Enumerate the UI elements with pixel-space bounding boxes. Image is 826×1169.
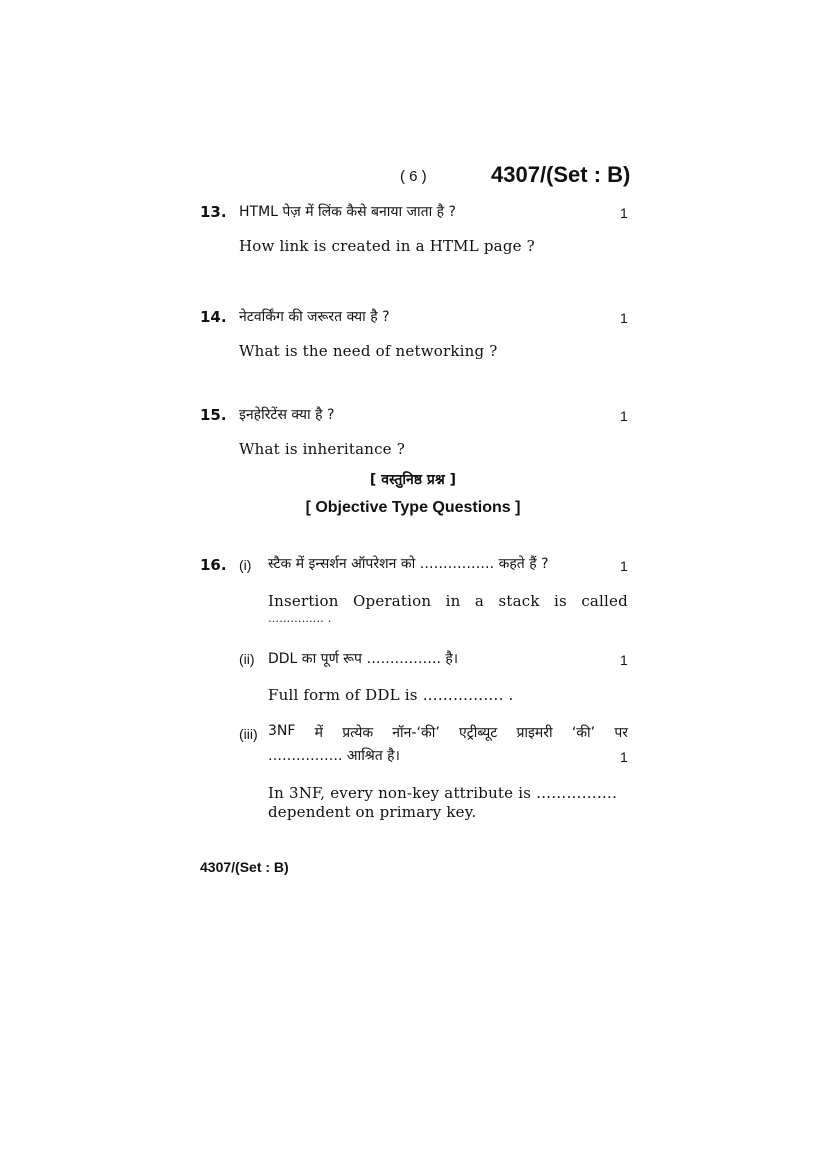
question-13-number: 13. [200, 203, 227, 221]
paper-code-footer: 4307/(Set : B) [200, 859, 289, 875]
question-13-marks: 1 [620, 205, 628, 221]
word: 3NF [268, 723, 296, 739]
q16-part-iii-marks: 1 [620, 749, 628, 765]
word: प्राइमरी [516, 725, 553, 741]
q16-part-ii-marks: 1 [620, 652, 628, 668]
q16-part-i-english-line1 [268, 592, 628, 610]
question-15-hindi: इनहेरिटेंस क्या है ? [239, 407, 335, 423]
word: Insertion [268, 592, 339, 610]
question-13-hindi: HTML पेज़ में लिंक कैसे बनाया जाता है ? [239, 204, 456, 220]
word: stack [498, 592, 540, 610]
q16-part-i-hindi: स्टैक में इन्सर्शन ऑपरेशन को ……………. कहते हैं ? [268, 556, 549, 572]
paper-code-header: 4307/(Set : B) [491, 162, 631, 187]
q16-part-i-english-line2: …………… . [268, 612, 332, 625]
q16-part-iii-english-line2: dependent on primary key. [268, 803, 477, 821]
section-heading-english: [ Objective Type Questions ] [305, 499, 521, 516]
word: is [554, 592, 567, 610]
question-15-marks: 1 [620, 408, 628, 424]
word: in [445, 592, 461, 610]
q16-part-iii-label: (iii) [239, 726, 258, 742]
word: एट्रीब्यूट [458, 725, 498, 741]
word: नॉन-‘की’ [392, 725, 440, 741]
question-14-marks: 1 [620, 310, 628, 326]
question-13-english: How link is created in a HTML page ? [239, 237, 535, 255]
word: पर [614, 725, 628, 741]
question-14-english: What is the need of networking ? [239, 342, 498, 360]
q16-part-iii-hindi-line2: ……………. आश्रित है। [268, 748, 400, 764]
q16-part-ii-hindi: DDL का पूर्ण रूप ……………. है। [268, 651, 459, 667]
word: ‘की’ [571, 725, 596, 741]
q16-part-iii-hindi-line1 [268, 723, 628, 742]
word: Operation [353, 592, 432, 610]
q16-part-ii-english: Full form of DDL is ……………. . [268, 686, 514, 704]
question-15-english: What is inheritance ? [239, 440, 405, 458]
q16-part-i-label: (i) [239, 557, 252, 573]
q16-part-iii-english-line1: In 3NF, every non-key attribute is ……………. [268, 784, 618, 802]
q16-part-ii-label: (ii) [239, 651, 255, 667]
question-14-hindi: नेटवर्किंग की जरूरत क्या है ? [239, 309, 390, 325]
word: में [314, 725, 323, 741]
q16-part-i-marks: 1 [620, 558, 628, 574]
page-number: ( 6 ) [400, 168, 427, 185]
question-16-number: 16. [200, 556, 227, 574]
word: called [581, 592, 628, 610]
word: a [474, 592, 485, 610]
question-15-number: 15. [200, 406, 227, 424]
question-14-number: 14. [200, 308, 227, 326]
section-heading-hindi: [ वस्तुनिष्ठ प्रश्न ] [369, 472, 457, 488]
word: प्रत्येक [342, 725, 374, 741]
